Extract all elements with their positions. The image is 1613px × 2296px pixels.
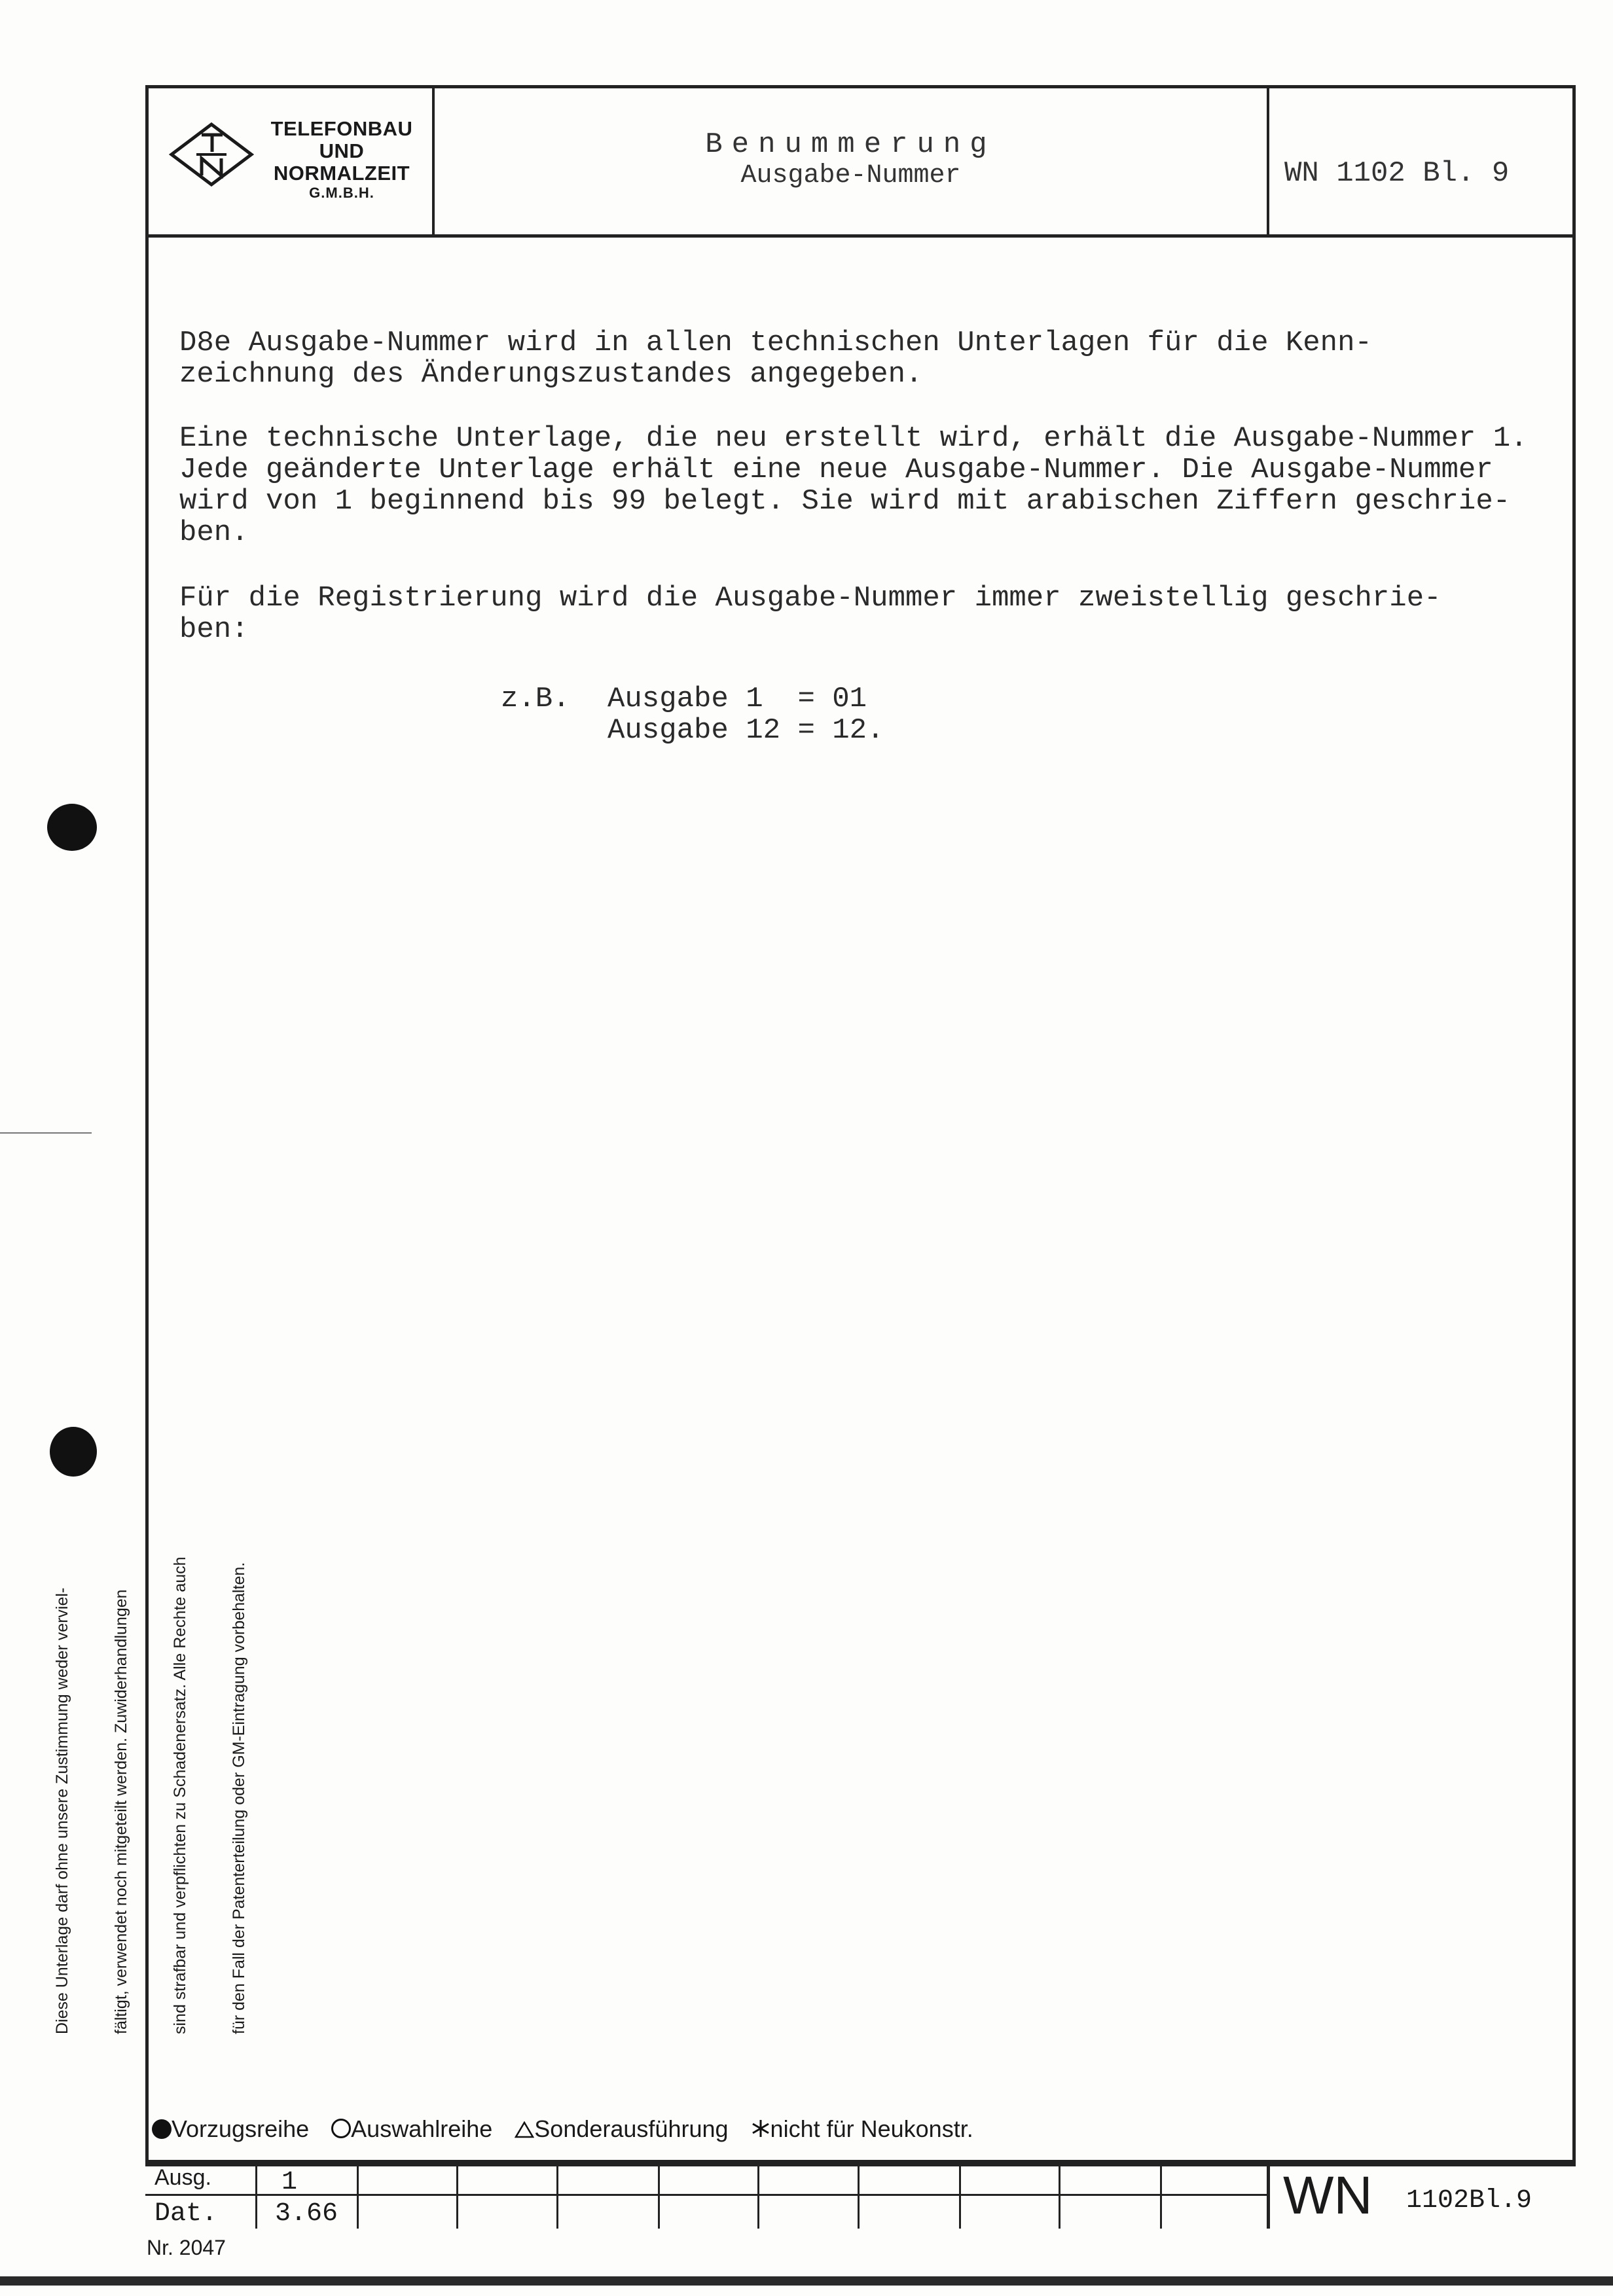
fold-mark: [0, 1132, 92, 1134]
footer-col-divider: [255, 2163, 257, 2229]
footer-col-divider: [858, 2163, 860, 2229]
wn-sheet: 1102Bl.9: [1406, 2186, 1532, 2215]
footer-col-divider: [1267, 2163, 1270, 2229]
footer-col-divider: [357, 2163, 359, 2229]
footer-col-divider: [757, 2163, 759, 2229]
example-list: [607, 683, 884, 746]
company-name: [257, 118, 427, 202]
document-reference: WN 1102 Bl. 9: [1284, 157, 1510, 190]
company-logo: [169, 122, 254, 187]
legal-line: fältigt, verwendet noch mitgeteilt werden. Zuwiderhandlungen: [112, 1589, 130, 2034]
scan-edge: [0, 2276, 1613, 2286]
footer-col-divider: [1160, 2163, 1162, 2229]
footer-col-divider: [959, 2163, 961, 2229]
company-line: TELEFONBAU: [270, 117, 413, 140]
dat-label: Dat.: [154, 2199, 218, 2229]
punch-hole-top: [47, 804, 97, 851]
dat-value: 3.66: [275, 2199, 338, 2229]
ausg-value: 1: [281, 2168, 298, 2197]
body-line: ben.: [179, 516, 249, 549]
wn-large: WN: [1283, 2166, 1373, 2225]
legend-label: nicht für Neukonstr.: [770, 2115, 973, 2142]
body-paragraph-3: [179, 583, 1441, 645]
triangle-icon: [515, 2117, 534, 2144]
legend: [152, 2115, 973, 2144]
footer-top-border: [145, 2160, 1576, 2163]
company-line: UND: [319, 139, 365, 162]
company-line: NORMALZEIT: [273, 162, 410, 185]
example-prefix: z.B.: [501, 683, 570, 715]
filled-circle-icon: [152, 2119, 172, 2139]
body-paragraph-1: [179, 327, 1372, 390]
footer-col-divider: [456, 2163, 458, 2229]
body-line: Für die Registrierung wird die Ausgabe-Nummer immer zweistellig geschrie-: [179, 582, 1441, 615]
body-line: D8e Ausgabe-Nummer wird in allen technischen Unterlagen für die Kenn-: [179, 327, 1372, 359]
legend-label: Sonderausführung: [534, 2115, 729, 2142]
legal-line: Diese Unterlage darf ohne unsere Zustimmung weder verviel-: [53, 1587, 71, 2034]
asterisk-icon: [751, 2117, 770, 2144]
ausg-label: Ausg.: [154, 2165, 211, 2190]
document-frame: [145, 85, 1576, 2166]
form-number: Nr. 2047: [147, 2236, 226, 2259]
body-line: zeichnung des Änderungszustandes angegeben.: [179, 358, 923, 391]
company-suffix: G.M.B.H.: [309, 185, 374, 201]
example-line: Ausgabe 12 = 12.: [607, 714, 884, 747]
body-line: wird von 1 beginnend bis 99 belegt. Sie wird mit arabischen Ziffern geschrie-: [179, 485, 1511, 518]
footer-row-divider: [145, 2194, 1268, 2196]
body-line: Jede geänderte Unterlage erhält eine neue Ausgabe-Nummer. Die Ausgabe-Nummer: [179, 454, 1493, 486]
open-circle-icon: [331, 2119, 351, 2138]
header-divider: [145, 234, 1576, 238]
body-line: ben:: [179, 613, 249, 646]
legal-line: für den Fall der Patenterteilung oder GM-Eintragung vorbehalten.: [230, 1562, 248, 2034]
example-line: Ausgabe 1 = 01: [607, 683, 867, 715]
footer-col-divider: [1059, 2163, 1060, 2229]
header-col-divider: [1267, 85, 1269, 236]
legal-line: sind strafbar und verpflichten zu Schadenersatz. Alle Rechte auch: [171, 1556, 189, 2034]
legend-label: Vorzugsreihe: [172, 2115, 310, 2142]
footer-col-divider: [556, 2163, 558, 2229]
body-line: Eine technische Unterlage, die neu erstellt wird, erhält die Ausgabe-Nummer 1.: [179, 422, 1528, 455]
document-title: Benummerung: [705, 128, 996, 161]
legend-label: Auswahlreihe: [351, 2115, 493, 2142]
body-paragraph-2: [179, 423, 1528, 548]
footer-col-divider: [658, 2163, 660, 2229]
document-subtitle: Ausgabe-Nummer: [740, 161, 961, 190]
